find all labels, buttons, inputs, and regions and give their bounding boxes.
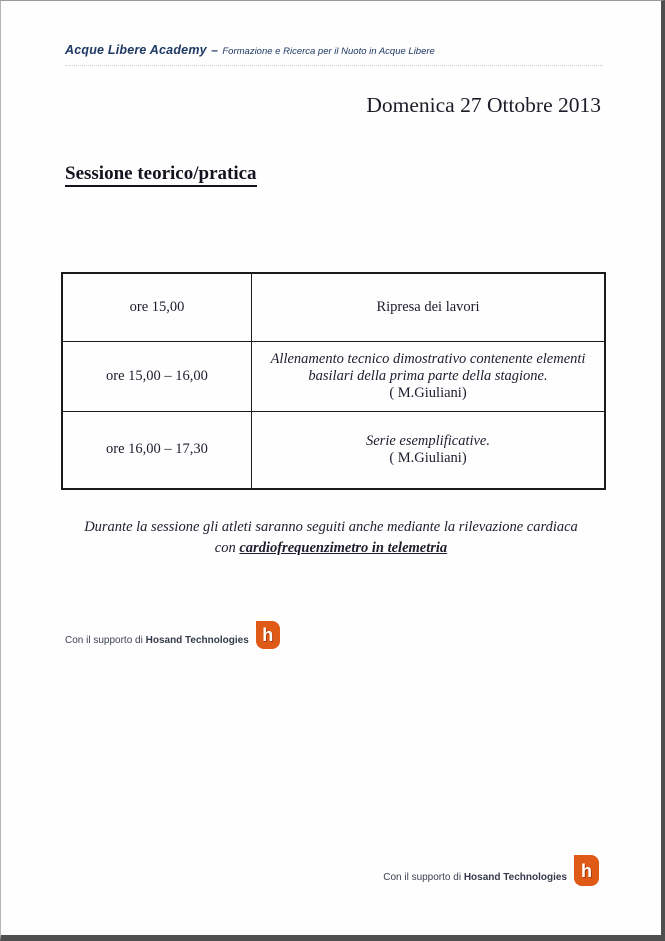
brand-name: Acque Libere Academy [65,43,207,57]
sponsor-prefix: Con il supporto di [383,872,464,883]
sponsor-name: Hosand Technologies [463,872,567,883]
hosand-logo-icon: h [574,855,599,886]
sponsor-name: Hosand Technologies [145,635,249,646]
brand-tagline: Formazione e Ricerca per il Nuoto in Acque Libere [222,46,435,57]
activity-cell [252,411,606,489]
time-cell: ore 16,00 – 17,30 [62,411,252,489]
table-row [62,273,605,341]
schedule-table [61,272,606,490]
activity-text: Ripresa dei lavori [376,298,480,315]
section-title [65,163,257,185]
date-heading: Domenica 27 Ottobre 2013 [366,93,601,117]
letterhead [65,41,603,66]
sponsor-block-left [65,621,280,649]
table-row [62,411,605,489]
activity-text: Allenamento tecnico dimostrativo contenente elementi basilari della prima parte della stagione. [270,350,586,384]
hosand-logo-icon: h [256,621,280,649]
header-separator: – [211,43,218,57]
sponsor-text [383,872,567,886]
note-line2-prefix: con [214,540,240,557]
table-row [62,341,605,411]
presenter-text: ( M.Giuliani) [389,449,467,466]
activity-cell [252,273,606,341]
time-cell: ore 15,00 – 16,00 [62,341,252,411]
presenter-text: ( M.Giuliani) [389,384,467,401]
sponsor-text [65,635,249,649]
sponsor-prefix: Con il supporto di [65,635,146,646]
activity-cell [252,341,606,411]
session-note [36,517,626,559]
section-title-text: Sessione teorico/pratica [65,163,257,187]
sponsor-block-bottom [383,855,599,886]
note-emphasis: cardiofrequenzimetro in telemetria [239,540,448,557]
activity-text: Serie esemplificative. [365,432,490,449]
time-cell: ore 15,00 [62,273,252,341]
note-line1: Durante la sessione gli atleti saranno seguiti anche mediante la rilevazione cardiaca [84,519,578,535]
